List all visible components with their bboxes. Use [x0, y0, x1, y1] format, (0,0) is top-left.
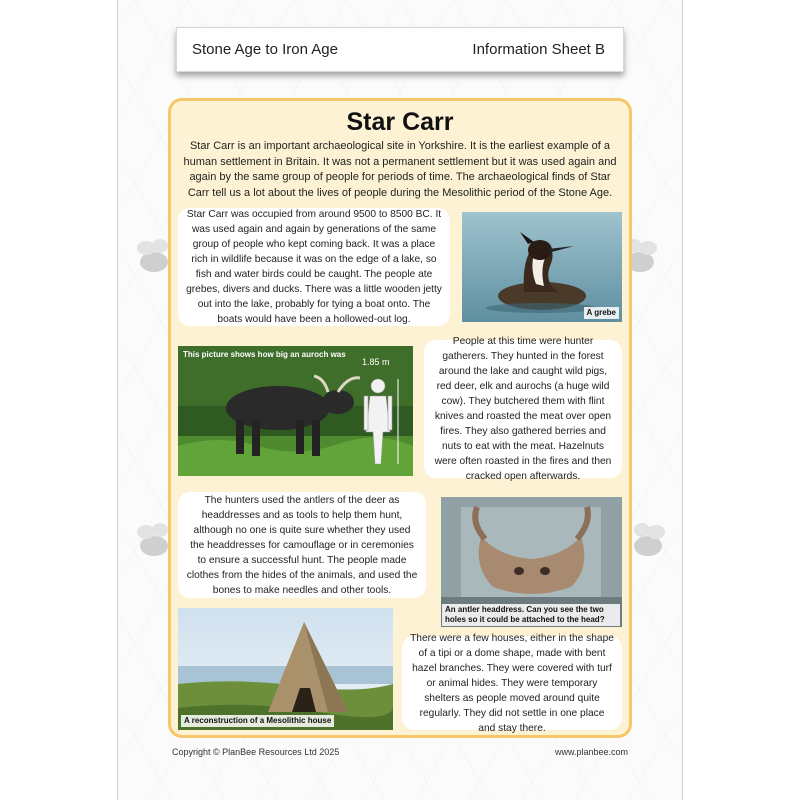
auroch-photo: [178, 346, 413, 476]
footer-website: www.planbee.com: [555, 747, 629, 757]
section-antlers-text: The hunters used the antlers of the deer as headdresses and as tools to help them hunt, although no one is quite sure whether they used the headdresses for camouflage or in ceremonies to ensure a successful hunt. The people made clothes from the hides of the animals, and used the bones to make needles and other tools.: [186, 494, 418, 596]
section-houses-text: There were a few houses, either in the shape of a tipi or a dome shape, made with bent hazel branches. They were covered with turf or animal hides. They were temporary shelters as people moved around quite regularly. They did not settle in one place and stay there.: [410, 632, 614, 734]
headdress-caption: An antler headdress. Can you see the two holes so it could be attached to the head?: [442, 604, 620, 626]
section-hunter-gatherers-text: People at this time were hunter gatherers. They hunted in the forest around the lake and caught wild pigs, red deer, elk and aurochs (a huge wild cow). They butchered them with flint knives and roasted the meat over open fires. They also gathered berries and nuts to eat with the meat. Hazelnuts were often roasted in the fires and then cracked open afterwards.: [434, 336, 612, 482]
grebe-caption: A grebe: [584, 307, 620, 319]
bee-watermark-icon: [626, 520, 674, 562]
mesolithic-house-photo: [178, 608, 393, 730]
antler-headdress-photo: [441, 497, 622, 627]
section-hunter-gatherers-box: [424, 336, 622, 482]
auroch-caption: This picture shows how big an auroch was: [183, 350, 346, 359]
intro-paragraph: Star Carr is an important archaeological site in Yorkshire. It is the earliest example of a human settlement in Britain. It was not a permanent settlement but it was used again and again by the same group of people for periods of time. The archaeological finds of Star Carr tell us a lot about the lives of people during the Mesolithic period of the Stone Age.: [183, 140, 617, 199]
header-topic: Stone Age to Iron Age: [192, 41, 338, 58]
grebe-photo: [462, 212, 622, 322]
section-occupation-text: Star Carr was occupied from around 9500 to 8500 BC. It was used again and again by generations of the same group of people who kept coming back. It was a place rich in wildlife because it was on the edge of a lake, so fish and water birds could be caught. The people ate grebes, divers and ducks. There was a little wooden jetty out into the lake, probably for tying a boat onto. The boats would have been a hollowed-out log.: [186, 209, 442, 325]
footer-copyright: Copyright © PlanBee Resources Ltd 2025: [172, 747, 340, 757]
sheet-header: [176, 27, 624, 72]
header-sheet-label: Information Sheet B: [472, 41, 605, 58]
house-caption: A reconstruction of a Mesolithic house: [181, 715, 334, 727]
section-occupation-box: [178, 208, 450, 326]
section-houses-box: [402, 632, 622, 734]
section-antlers-box: [178, 492, 426, 598]
auroch-height-label: 1.85 m: [362, 357, 390, 367]
page-title: Star Carr: [346, 108, 454, 136]
